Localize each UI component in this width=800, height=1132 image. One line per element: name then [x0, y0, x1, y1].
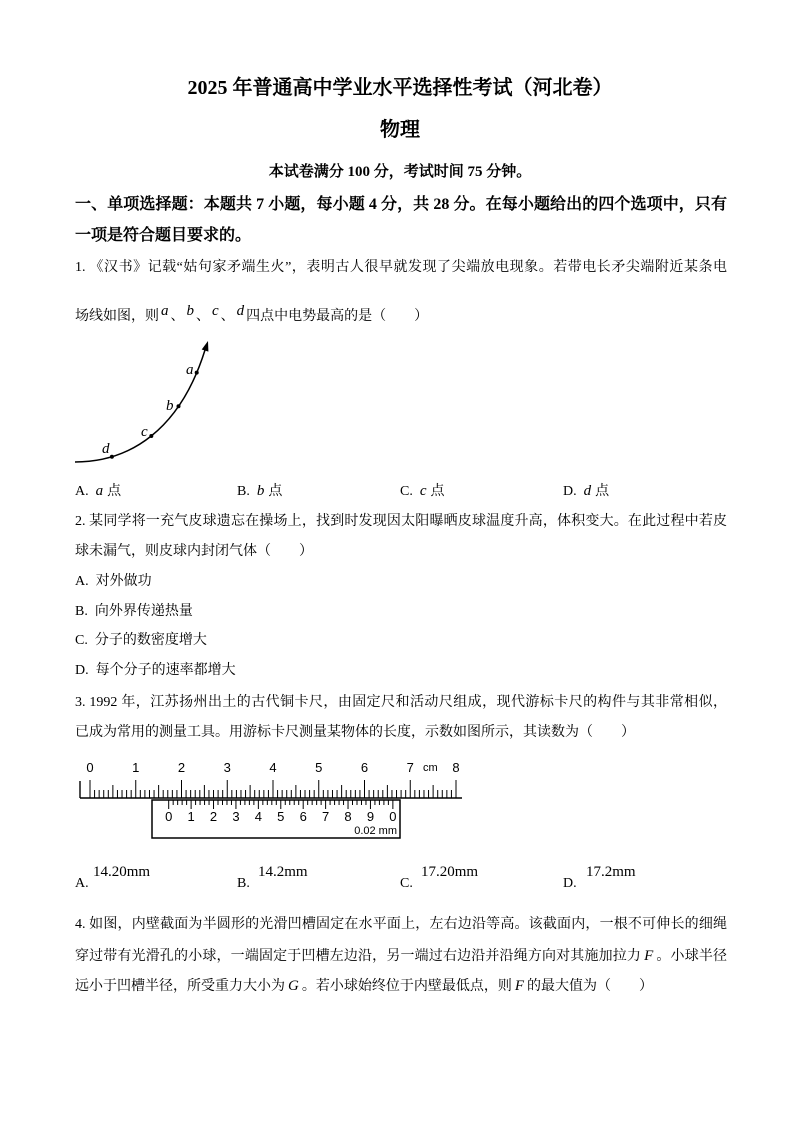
gravity-symbol-g: G	[288, 978, 299, 994]
option-point-symbol: a	[95, 483, 104, 499]
option-letter: C.	[400, 484, 413, 499]
option-letter: D.	[563, 484, 577, 499]
option-point-symbol: c	[419, 483, 427, 499]
option-letter: C.	[75, 633, 88, 648]
option-letter: D.	[75, 663, 89, 678]
option-point-symbol: b	[256, 483, 265, 499]
main-scale-label: 8	[452, 760, 460, 775]
question-3-option-a-letter: A.	[75, 876, 89, 891]
option-text: 向外界传递热量	[94, 604, 193, 619]
stem-text: 场线如图，则	[75, 309, 159, 324]
vernier-scale-label: 5	[277, 809, 285, 824]
point-b-dot	[177, 404, 181, 408]
stem-text: 的最大值为（ ）	[527, 979, 654, 994]
question-4-stem-line-2	[75, 946, 727, 967]
vernier-scale-label: 8	[344, 809, 352, 824]
question-3-option-c-value: 17.20mm	[421, 864, 479, 880]
stem-text: 。若小球始终位于内壁最低点，则	[301, 979, 512, 994]
question-2-option-b	[75, 602, 193, 622]
question-4-stem: 4. 如图，内壁截面为半圆形的光滑凹槽固定在水平面上，左右边沿等高。该截面内，一根不可伸长的细绳	[75, 917, 727, 932]
question-2-option-c	[75, 631, 207, 651]
option-letter: A.	[75, 574, 89, 589]
option-text: 每个分子的速率都增大	[95, 663, 236, 678]
option-text: 分子的数密度增大	[94, 633, 207, 648]
option-text: 点	[430, 484, 445, 499]
point-c-label: c	[141, 424, 148, 440]
question-3-option-a-value: 14.20mm	[93, 864, 151, 880]
question-3-option-b-value: 14.2mm	[258, 864, 308, 880]
field-line-arrowhead	[202, 341, 209, 352]
question-1-option-a	[75, 481, 121, 502]
main-scale-label: 1	[132, 760, 140, 775]
option-letter: B.	[237, 484, 250, 499]
option-letter: B.	[75, 604, 88, 619]
force-symbol-f: F	[644, 948, 654, 964]
vernier-scale-label: 0	[389, 809, 397, 824]
question-3-stem-continued: 已成为常用的测量工具。用游标卡尺测量某物体的长度，示数如图所示，其读数为（ ）	[75, 725, 635, 740]
stem-text: 四点中电势最高的是（ ）	[246, 309, 429, 324]
section-heading: 一、单项选择题：本题共 7 小题，每小题 4 分，共 28 分。在每小题给出的四个选项中，只有	[75, 196, 727, 213]
question-1-option-b	[237, 481, 282, 502]
electric-field-line-figure	[0, 330, 240, 475]
vernier-scale-label: 0	[165, 809, 173, 824]
point-symbol-a: a	[161, 303, 169, 319]
question-3-option-b-letter: B.	[237, 876, 250, 891]
vernier-scale-label: 1	[187, 809, 195, 824]
question-1-option-c	[400, 481, 445, 502]
question-3-option-d-letter: D.	[563, 876, 577, 891]
option-text: 点	[268, 484, 283, 499]
question-1-option-d	[563, 481, 609, 502]
main-scale-label: 6	[360, 760, 369, 775]
option-letter: A.	[75, 484, 89, 499]
stem-text: 穿过带有光滑孔的小球，一端固定于凹槽左边沿，另一端过右边沿并沿绳方向对其施加拉力	[75, 949, 642, 964]
option-point-symbol: d	[583, 483, 592, 499]
main-scale-label: 4	[269, 760, 277, 775]
question-2-option-a	[75, 572, 152, 592]
main-scale-label: 0	[86, 760, 94, 775]
question-2-stem-continued: 球未漏气，则皮球内封闭气体（ ）	[75, 544, 313, 559]
question-2-option-d	[75, 661, 236, 681]
option-text: 点	[107, 484, 122, 499]
vernier-scale-label: 2	[209, 809, 218, 824]
vernier-scale-label: 4	[254, 809, 262, 824]
vernier-precision-label: 0.02 mm	[354, 825, 397, 837]
point-d-dot	[110, 455, 114, 459]
vernier-scale-label: 6	[299, 809, 307, 824]
point-d-label: d	[102, 441, 110, 457]
subject-title: 物理	[380, 119, 420, 141]
main-scale-label: 5	[315, 760, 323, 775]
force-symbol-f: F	[514, 978, 525, 994]
option-text: 点	[595, 484, 610, 499]
question-1-stem-continued	[75, 301, 428, 327]
question-3-option-c-letter: C.	[400, 876, 413, 891]
main-scale-unit: cm	[423, 762, 438, 774]
point-a-label: a	[186, 362, 194, 378]
separator: 、	[196, 309, 210, 324]
vernier-scale-label: 3	[232, 809, 240, 824]
main-scale-label: 3	[223, 760, 231, 775]
question-4-stem-line-3	[75, 976, 653, 997]
point-a-dot	[195, 371, 199, 375]
stem-text: 远小于凹槽半径，所受重力大小为	[75, 979, 285, 994]
vernier-caliper-figure	[0, 750, 480, 845]
question-2-stem: 2. 某同学将一充气皮球遗忘在操场上，找到时发现因太阳曝晒皮球温度升高，体积变大。在此过程中若皮	[75, 514, 727, 529]
point-symbol-c: c	[212, 303, 219, 319]
question-3-stem: 3. 1992 年，江苏扬州出土的古代铜卡尺，由固定尺和活动尺组成，现代游标卡尺的构件与其非常相似，	[75, 695, 727, 710]
option-text: 对外做功	[95, 574, 152, 589]
point-b-label: b	[166, 398, 174, 414]
question-3-option-d-value: 17.2mm	[586, 864, 636, 880]
main-scale-label: 2	[177, 760, 186, 775]
point-symbol-b: b	[186, 303, 194, 319]
separator: 、	[220, 309, 235, 324]
section-heading-continued: 一项是符合题目要求的。	[75, 227, 252, 244]
point-c-dot	[149, 434, 153, 438]
caliper-scale-marks	[86, 760, 459, 824]
main-scale-label: 7	[406, 760, 414, 775]
separator: 、	[170, 309, 185, 324]
vernier-scale-label: 7	[321, 809, 330, 824]
vernier-scale-label: 9	[366, 809, 375, 824]
exam-note: 本试卷满分 100 分，考试时间 75 分钟。	[268, 164, 532, 180]
stem-text: 。小球半径	[656, 949, 728, 964]
exam-title: 2025 年普通高中学业水平选择性考试（河北卷）	[187, 77, 613, 99]
point-symbol-d: d	[236, 303, 245, 319]
question-1-stem: 1. 《汉书》记载“姑句家矛端生火”，表明古人很早就发现了尖端放电现象。若带电长矛尖端附近某条电	[75, 260, 727, 275]
